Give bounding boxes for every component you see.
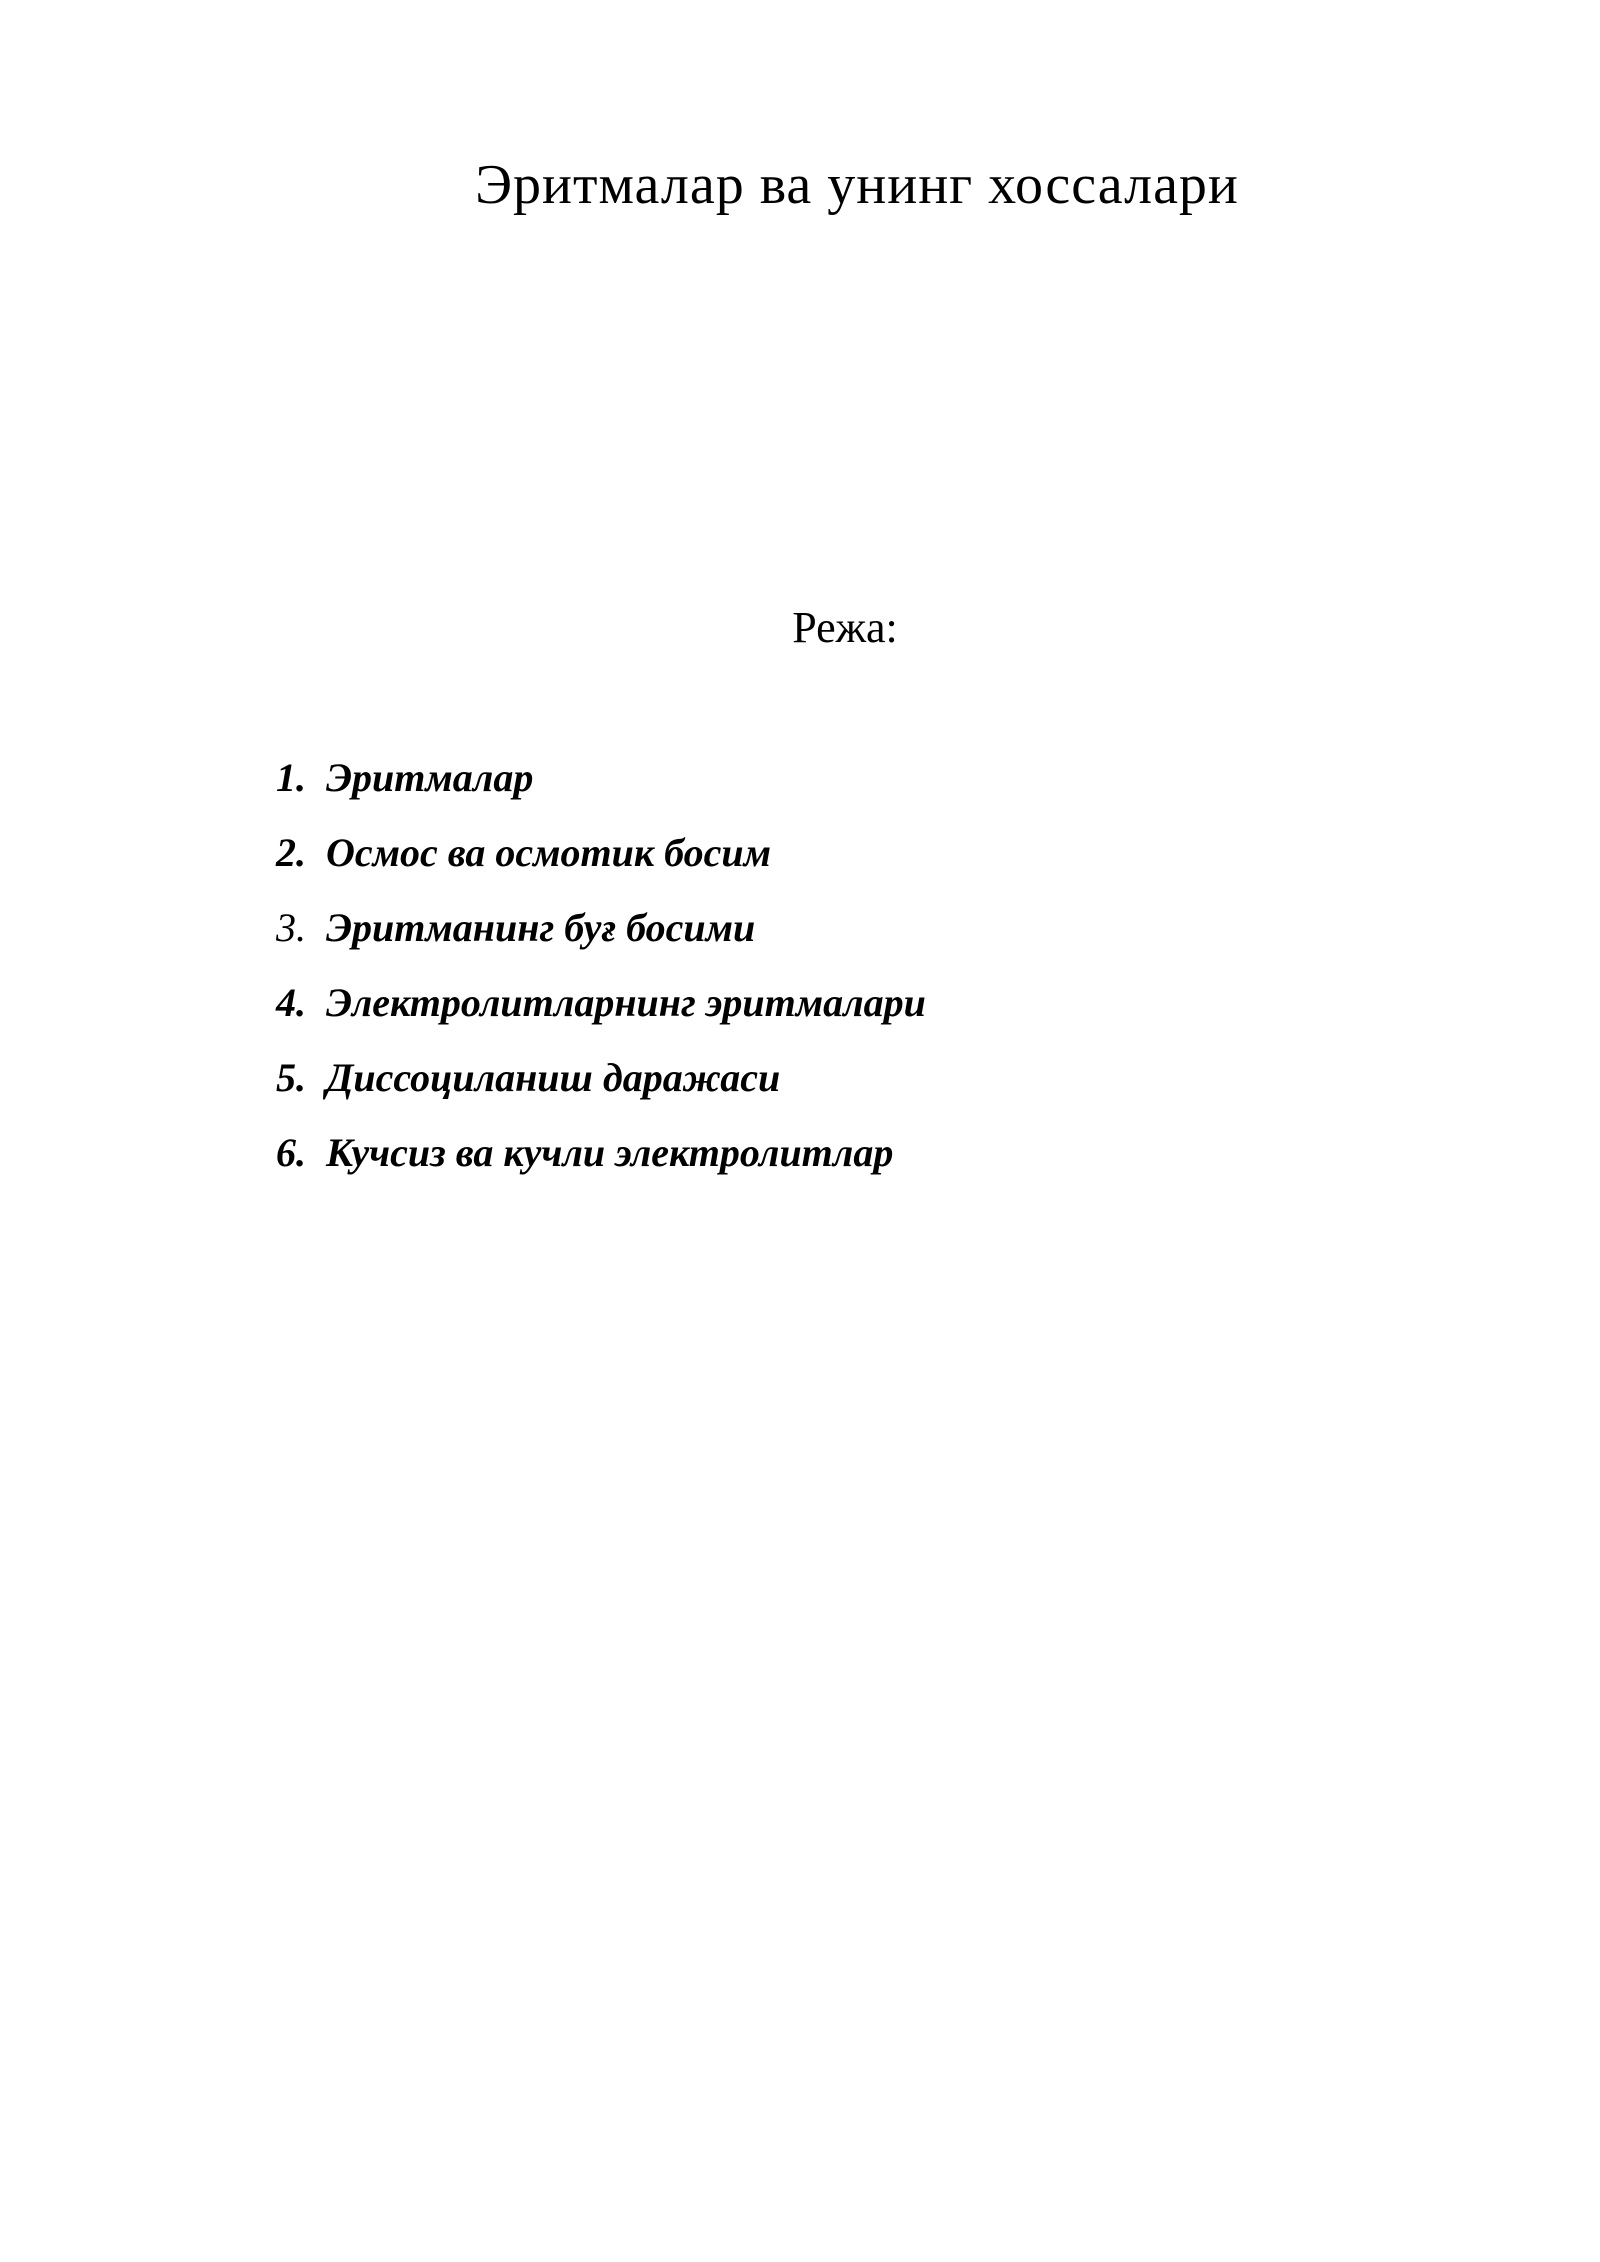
plan-item [276, 740, 926, 815]
plan-item [276, 890, 926, 965]
plan-heading: Режа: [792, 603, 898, 652]
plan-list [276, 740, 926, 1190]
plan-item-number: 3. [276, 905, 306, 950]
plan-item-number: 4. [276, 980, 306, 1025]
plan-item [276, 965, 926, 1040]
document-title: Эритмалар ва унинг хоссалари [475, 154, 1239, 216]
plan-item-number: 5. [276, 1055, 306, 1100]
plan-item-number: 2. [276, 830, 306, 875]
plan-item-text: Диссоциланиш даражаси [326, 1055, 781, 1100]
plan-item [276, 815, 926, 890]
plan-item-number: 1. [276, 755, 306, 800]
plan-item-text: Кучсиз ва кучли электролитлар [326, 1130, 894, 1175]
plan-item-text: Эритманинг буғ босими [326, 905, 756, 950]
plan-item-text: Эритмалар [326, 755, 534, 800]
plan-item [276, 1115, 926, 1190]
plan-item [276, 1040, 926, 1115]
plan-item-text: Осмос ва осмотик босим [326, 830, 772, 875]
plan-item-number: 6. [276, 1130, 306, 1175]
plan-item-text: Электролитларнинг эритмалари [326, 980, 926, 1025]
